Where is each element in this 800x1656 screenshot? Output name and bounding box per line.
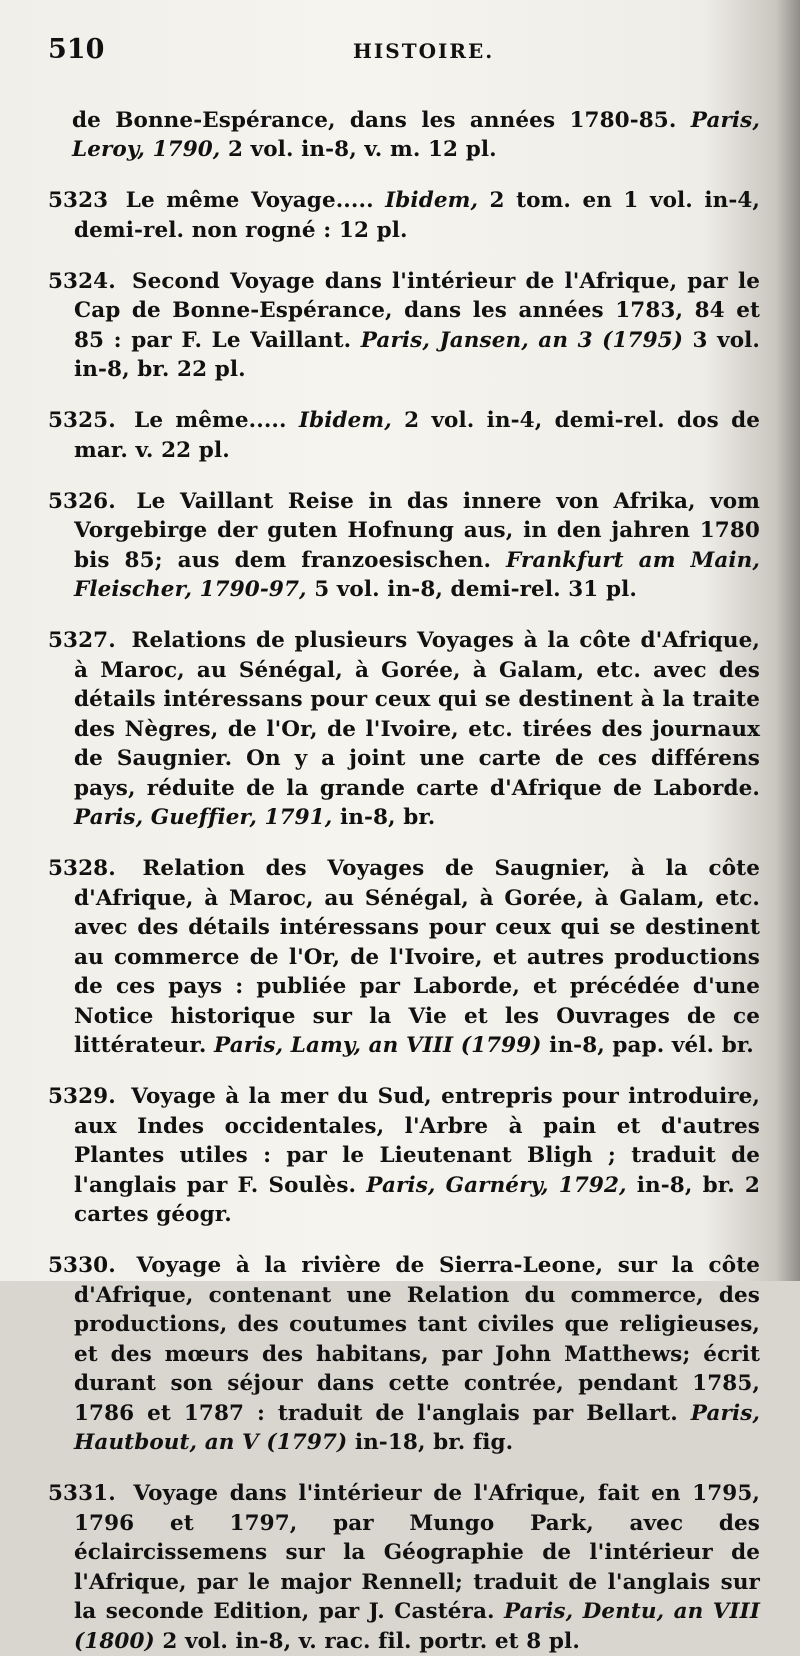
entry-details: 2 vol. in-4, demi-rel. dos de mar. v. 22 pl. <box>74 408 760 463</box>
catalogue-entry-5331 <box>48 1479 760 1656</box>
entry-body: Second Voyage dans l'intérieur de l'Afrique, par le Cap de Bonne-Espérance, dans les années 1783, 84 et 85 : par F. Le Vaillant. <box>74 269 760 353</box>
entry-details: 5 vol. in-8, demi-rel. 31 pl. <box>314 577 637 602</box>
catalogue-entry-5328 <box>48 854 760 1061</box>
running-head: HISTOIRE. <box>353 39 494 63</box>
entry-number: 5327. <box>48 628 116 653</box>
catalogue-entry-5327 <box>48 626 760 833</box>
catalogue-entry-5326 <box>48 487 760 605</box>
entry-body: Le même Voyage..... <box>126 188 374 213</box>
entry-number: 5325. <box>48 408 116 433</box>
catalogue-entry-5323 <box>48 186 760 245</box>
entry-publication: Ibidem, <box>299 408 392 433</box>
catalogue-entries <box>48 106 760 1656</box>
catalogue-entry-5325 <box>48 406 760 465</box>
entry-body: de Bonne-Espérance, dans les années 1780-85. <box>72 108 676 133</box>
entry-number: 5330. <box>48 1253 116 1278</box>
entry-publication: Paris, Gueffier, 1791, <box>74 805 332 830</box>
entry-publication: Paris, Dentu, an VIII (1800) <box>74 1599 760 1654</box>
entry-body: Le Vaillant Reise in das innere von Afrika, vom Vorgebirge der guten Hofnung aus, in den jahren 1780 bis 85; aus dem franzoesischen. <box>74 489 760 573</box>
entry-details: 2 vol. in-8, v. m. 12 pl. <box>228 137 497 162</box>
entry-details: 2 vol. in-8, v. rac. fil. portr. et 8 pl. <box>162 1629 580 1654</box>
entry-publication: Ibidem, <box>385 188 478 213</box>
entry-details: 3 vol. in-8, br. 22 pl. <box>74 328 760 383</box>
entry-details: 2 tom. en 1 vol. in-4, demi-rel. non rogné : 12 pl. <box>74 188 760 243</box>
entry-body: Voyage dans l'intérieur de l'Afrique, fait en 1795, 1796 et 1797, par Mungo Park, avec des éclaircissemens sur la Géographie de l'intérieur de l'Afrique, par le major Rennell; traduit de l'anglais sur la seconde Edition, par J. Castéra. <box>74 1481 760 1624</box>
entry-number: 5326. <box>48 489 116 514</box>
catalogue-entry-5329 <box>48 1082 760 1230</box>
entry-body: Voyage à la rivière de Sierra-Leone, sur la côte d'Afrique, contenant une Relation du commerce, des productions, des coutumes tant civiles que religieuses, et des mœurs des habitans, par John Matthews; écrit durant son séjour dans cette contrée, pendant 1785, 1786 et 1787 : traduit de l'anglais par Bellart. <box>74 1253 760 1426</box>
entry-details: in-8, br. <box>340 805 435 830</box>
catalogue-entry-5330 <box>48 1251 760 1458</box>
entry-body: Le même..... <box>134 408 286 433</box>
entry-number: 5323 <box>48 188 108 213</box>
entry-body: Voyage à la mer du Sud, entrepris pour introduire, aux Indes occidentales, l'Arbre à pain et d'autres Plantes utiles : par le Lieutenant Bligh ; traduit de l'anglais par F. Soulès. <box>74 1084 760 1198</box>
entry-details: in-8, br. 2 cartes géogr. <box>74 1173 760 1228</box>
entry-details: in-8, pap. vél. br. <box>549 1033 754 1058</box>
entry-body: Relation des Voyages de Saugnier, à la côte d'Afrique, à Maroc, au Sénégal, à Gorée, à Galam, etc. avec des détails intéressans pour ceux qui se destinent au commerce de l'Or, de l'Ivoire, et autres productions de ces pays : publiée par Laborde, et précédée d'une Notice historique sur la Vie et les Ouvrages de ce littérateur. <box>74 856 760 1058</box>
entry-number: 5324. <box>48 269 116 294</box>
entry-number: 5329. <box>48 1084 116 1109</box>
entry-publication: Paris, Garnéry, 1792, <box>366 1173 626 1198</box>
entry-publication: Paris, Lamy, an VIII (1799) <box>214 1033 542 1058</box>
entry-publication: Paris, Jansen, an 3 (1795) <box>361 328 683 353</box>
entry-publication: Paris, Leroy, 1790, <box>72 108 760 163</box>
entry-number: 5331. <box>48 1481 116 1506</box>
catalogue-entry-5324 <box>48 267 760 385</box>
entry-publication: Paris, Hautbout, an V (1797) <box>74 1401 760 1456</box>
entry-publication: Frankfurt am Main, Fleischer, 1790-97, <box>74 548 760 603</box>
page-number: 510 <box>48 34 353 65</box>
entry-details: in-18, br. fig. <box>355 1430 513 1455</box>
page-header <box>48 34 760 84</box>
entry-body: Relations de plusieurs Voyages à la côte d'Afrique, à Maroc, au Sénégal, à Gorée, à Galam, etc. avec des détails intéressans pour ceux qui se destinent à la traite des Nègres, de l'Or, de l'Ivoire, etc. tirées des journaux de Saugnier. On y a joint une carte de ces différens pays, réduite de la grande carte d'Afrique de Laborde. <box>74 628 760 801</box>
entry-number: 5328. <box>48 856 116 881</box>
catalogue-entry-continued <box>48 106 760 165</box>
